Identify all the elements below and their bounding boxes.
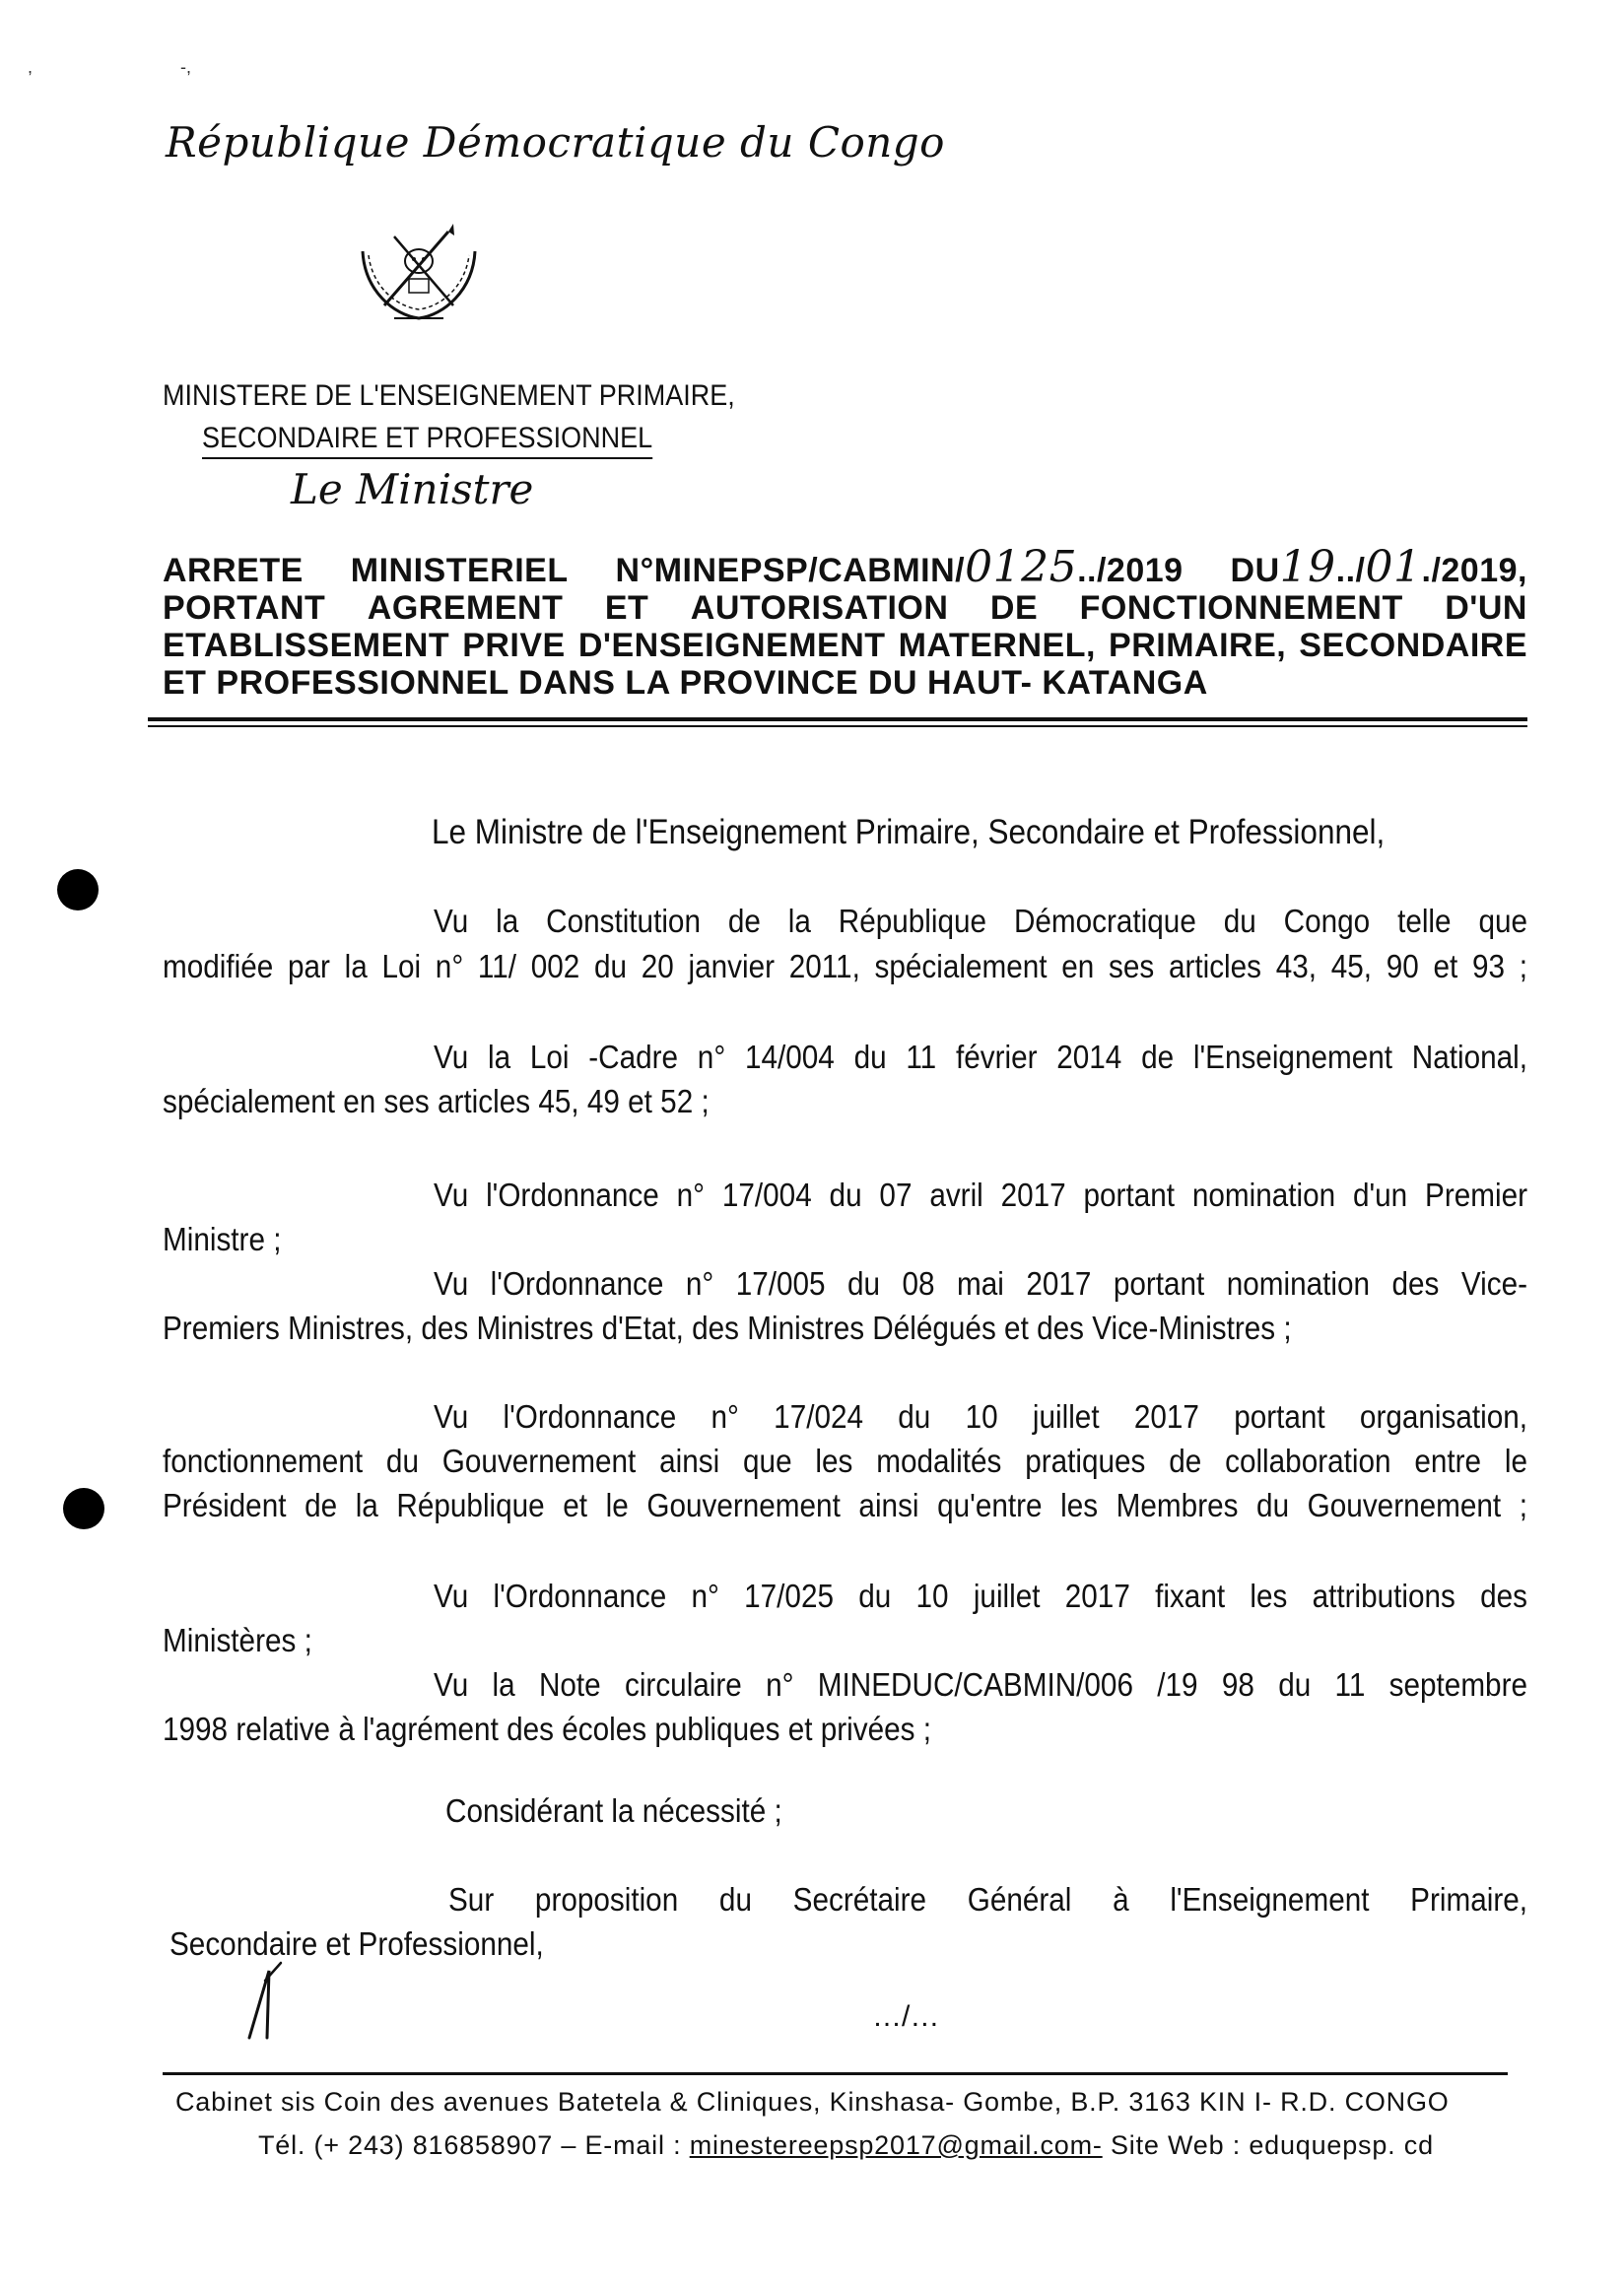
coat-of-arms-emblem: [355, 222, 483, 330]
title-line-3: ETABLISSEMENT PRIVE D'ENSEIGNEMENT MATERNEL, PRIMAIRE, SECONDAIRE: [163, 627, 1527, 664]
considerant-necessite: Considérant la nécessité ;: [445, 1792, 782, 1829]
considerant-ordonnance-024-line-3: Président de la République et le Gouvernement ainsi qu'entre les Membres du Gouvernement ;: [163, 1487, 1528, 1523]
considerant-ordonnance-005-line-1: Vu l'Ordonnance n° 17/005 du 08 mai 2017 portant nomination des Vice-: [434, 1265, 1527, 1302]
title-double-rule-bottom: [148, 725, 1527, 727]
minister-heading: Le Ministre: [291, 465, 534, 513]
ministry-name-line-2: SECONDAIRE ET PROFESSIONNEL: [202, 422, 652, 459]
considerant-loi-cadre-line-2: spécialement en ses articles 45, 49 et 52 ;: [163, 1083, 710, 1119]
considerant-constitution-line-2: modifiée par la Loi n° 11/ 002 du 20 janvier 2011, spécialement en ses articles 43, 45, 90 et 93 ;: [163, 948, 1528, 984]
footer-rule: [163, 2072, 1508, 2075]
handwritten-initials: [241, 1961, 291, 2040]
considerant-ordonnance-024-line-1: Vu l'Ordonnance n° 17/024 du 10 juillet 2017 portant organisation,: [434, 1398, 1528, 1435]
considerant-ordonnance-004-line-2: Ministre ;: [163, 1221, 282, 1257]
punch-hole-mark: [63, 1488, 104, 1529]
considerant-loi-cadre-line-1: Vu la Loi -Cadre n° 14/004 du 11 février 2014 de l'Enseignement National,: [434, 1039, 1527, 1075]
considerant-ordonnance-004-line-1: Vu l'Ordonnance n° 17/004 du 07 avril 2017 portant nomination d'un Premier: [434, 1177, 1527, 1213]
considerant-ordonnance-005-line-2: Premiers Ministres, des Ministres d'Etat, des Ministres Délégués et des Vice-Ministres ;: [163, 1310, 1292, 1346]
handwritten-day: 19: [1279, 542, 1336, 592]
footer-contact: [258, 2130, 1434, 2161]
considerant-ordonnance-024-line-2: fonctionnement du Gouvernement ainsi que les modalités pratiques de collaboration entre le: [163, 1443, 1528, 1479]
scan-mark: , -,: [28, 57, 192, 77]
sur-proposition-line-1: Sur proposition du Secrétaire Général à l'Enseignement Primaire,: [448, 1881, 1528, 1918]
handwritten-month: 01: [1365, 542, 1422, 592]
decree-title: [163, 542, 1527, 702]
ministry-name-line-1: MINISTERE DE L'ENSEIGNEMENT PRIMAIRE,: [163, 379, 735, 412]
considerant-ordonnance-025-line-1: Vu l'Ordonnance n° 17/025 du 10 juillet 2017 fixant les attributions des: [434, 1578, 1528, 1614]
title-line-1: ARRETE MINISTERIEL N°MINEPSP/CABMIN/0125../2019 DU19../01./2019,: [163, 542, 1527, 592]
minister-preamble-heading: Le Ministre de l'Enseignement Primaire, Secondaire et Professionnel,: [432, 813, 1386, 851]
considerant-ordonnance-025-line-2: Ministères ;: [163, 1622, 312, 1658]
decree-date: DU19../01./2019,: [1230, 542, 1527, 592]
punch-hole-mark: [57, 869, 99, 910]
footer-email-link[interactable]: minestereepsp2017@gmail.com-: [689, 2130, 1103, 2160]
decree-reference: N°MINEPSP/CABMIN/0125../2019: [615, 542, 1184, 592]
page-continuation-mark: …/…: [872, 2000, 940, 2033]
sur-proposition-line-2: Secondaire et Professionnel,: [169, 1925, 544, 1962]
considerant-note-circulaire-line-1: Vu la Note circulaire n° MINEDUC/CABMIN/006 /19 98 du 11 septembre: [434, 1666, 1527, 1703]
considerant-note-circulaire-line-2: 1998 relative à l'agrément des écoles publiques et privées ;: [163, 1711, 931, 1747]
title-line-4: ET PROFESSIONNEL DANS LA PROVINCE DU HAUT- KATANGA: [163, 664, 1208, 702]
considerant-constitution-line-1: Vu la Constitution de la République Démocratique du Congo telle que: [434, 903, 1528, 939]
footer-address: Cabinet sis Coin des avenues Batetela & Cliniques, Kinshasa- Gombe, B.P. 3163 KIN I- R.D. CONGO: [175, 2087, 1450, 2117]
republic-heading: République Démocratique du Congo: [166, 118, 945, 167]
footer-website: Site Web : eduquepsp. cd: [1102, 2130, 1434, 2160]
title-line-2: PORTANT AGREMENT ET AUTORISATION DE FONCTIONNEMENT D'UN: [163, 589, 1527, 627]
footer-phone: Tél. (+ 243) 816858907 – E-mail :: [258, 2130, 690, 2160]
handwritten-decree-number: 0125: [965, 542, 1078, 592]
title-double-rule-top: [148, 717, 1527, 721]
